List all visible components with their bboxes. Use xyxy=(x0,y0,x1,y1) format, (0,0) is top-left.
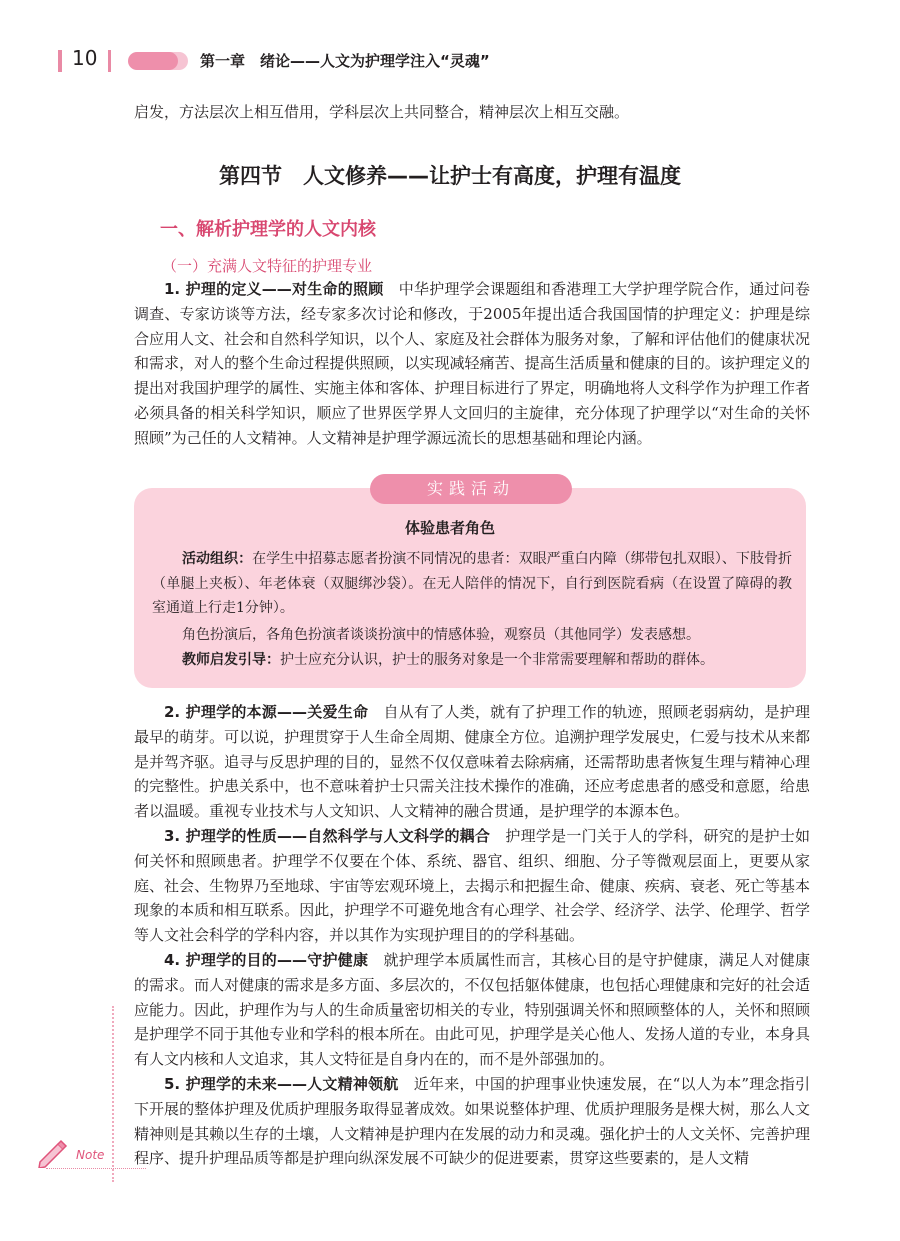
header-bar-right xyxy=(108,50,111,72)
page-number: 10 xyxy=(72,46,98,70)
paragraph-1-title: 1. 护理的定义——对生命的照顾 xyxy=(164,280,384,298)
paragraph-3-text: 护理学是一门关于人的学科，研究的是护士如何关怀和照顾患者。护理学不仅要在个体、系统、器官、组织、细胞、分子等微观层面上，更要从家庭、社会、生物界乃至地球、宇宙等宏观环境上，去揭示和把握生命、健康、疾病、衰老、死亡等基本现象的本质和相互联系。因此，护理学不可避免地含有心理学、社会学、经济学、法学、伦理学、哲学等人文社会科学的学科内容，并以其作为实现护理目的的学科基础。 xyxy=(134,827,810,945)
page-header xyxy=(0,44,900,80)
paragraph-5-title: 5. 护理学的未来——人文精神领航 xyxy=(164,1075,399,1093)
paragraph-5-text: 近年来，中国的护理事业快速发展，在“以人为本”理念指引下开展的整体护理及优质护理服务取得显著成效。如果说整体护理、优质护理服务是棵大树，那么人文精神则是其赖以生存的土壤，人文精神是护理内在发展的动力和灵魂。强化护士的人文关怀、完善护理程序、提升护理品质等都是护理向纵深发展不可缺少的促进要素，贯穿这些要素的，是人文精 xyxy=(134,1075,810,1168)
paragraph-5 xyxy=(134,1072,810,1171)
chapter-title: 第一章 绪论——人文为护理学注入“灵魂” xyxy=(200,52,490,70)
paragraph-2-title: 2. 护理学的本源——关爱生命 xyxy=(164,703,369,721)
heading-1: 一、解析护理学的人文内核 xyxy=(160,219,376,240)
practice-teacher xyxy=(152,648,792,673)
pencil-icon xyxy=(36,1138,70,1168)
paragraph-1-text: 中华护理学会课题组和香港理工大学护理学院合作，通过问卷调查、专家访谈等方法，经专家多次讨论和修改，于2005年提出适合我国国情的护理定义：护理是综合应用人文、社会和自然科学知识，以个人、家庭及社会群体为服务对象，了解和评估他们的健康状况和需求，对人的整个生命过程提供照顾，以实现减轻痛苦、提高生活质量和健康的目的。该护理定义的提出对我国护理学的属性、实施主体和客体、护理目标进行了界定，明确地将人文科学作为护理工作者必须具备的相关科学知识，顺应了世界医学界人文回归的主旋律，充分体现了护理学以“对生命的关怀照顾”为己任的人文精神。人文精神是护理学源远流长的思想基础和理论内涵。 xyxy=(134,280,810,447)
paragraph-1 xyxy=(134,277,810,451)
header-pill xyxy=(128,52,178,70)
paragraph-3-title: 3. 护理学的性质——自然科学与人文科学的耦合 xyxy=(164,827,491,845)
practice-role: 角色扮演后，各角色扮演者谈谈扮演中的情感体验，观察员（其他同学）发表感想。 xyxy=(182,627,700,643)
paragraph-2 xyxy=(134,700,810,824)
practice-teacher-text: 护士应充分认识，护士的服务对象是一个非常需要理解和帮助的群体。 xyxy=(280,652,714,668)
heading-1-1: （一）充满人文特征的护理专业 xyxy=(162,257,373,275)
header-bar-left xyxy=(58,50,62,72)
practice-organization xyxy=(152,547,792,621)
note-margin xyxy=(36,1138,116,1172)
practice-title: 体验患者角色 xyxy=(404,519,495,537)
paragraph-4 xyxy=(134,948,810,1072)
note-label: Note xyxy=(76,1148,105,1162)
practice-teacher-label: 教师启发引导： xyxy=(182,652,280,668)
note-line xyxy=(46,1168,146,1169)
paragraph-3 xyxy=(134,824,810,948)
practice-org-label: 活动组织： xyxy=(182,551,253,567)
paragraph-2-text: 自从有了人类，就有了护理工作的轨迹，照顾老弱病幼，是护理最早的萌芽。可以说，护理贯穿于人生命全周期、健康全方位。追溯护理学发展史，仁爱与技术从来都是并驾齐驱。追寻与反思护理的目的，显然不仅仅意味着去除病痛，还需帮助患者恢复生理与精神心理的完整性。护患关系中，也不意味着护士只需关注技术操作的准确，还应考虑患者的感受和意愿，给患者以温暖。重视专业技术与人文知识、人文精神的融合贯通，是护理学的本源本色。 xyxy=(134,703,810,821)
paragraph-4-title: 4. 护理学的目的——守护健康 xyxy=(164,951,369,969)
section-title: 第四节 人文修养——让护士有高度，护理有温度 xyxy=(219,164,681,188)
practice-tab: 实践活动 xyxy=(370,474,572,504)
top-paragraph: 启发，方法层次上相互借用，学科层次上共同整合，精神层次上相互交融。 xyxy=(134,103,630,121)
practice-org-text: 在学生中招募志愿者扮演不同情况的患者：双眼严重白内障（绑带包扎双眼）、下肢骨折（单腿上夹板）、年老体衰（双腿绑沙袋）。在无人陪伴的情况下，自行到医院看病（在设置了障碍的教室通道上行走1分钟）。 xyxy=(152,551,793,616)
paragraph-4-text: 就护理学本质属性而言，其核心目的是守护健康，满足人对健康的需求。而人对健康的需求是多方面、多层次的，不仅包括躯体健康，也包括心理健康和完好的社会适应能力。因此，护理作为与人的生命质量密切相关的专业，特别强调关怀和照顾整体的人，关怀和照顾是护理学不同于其他专业和学科的根本所在。由此可见，护理学是关心他人、发扬人道的专业，本身具有人文内核和人文追求，其人文特征是自身内在的，而不是外部强加的。 xyxy=(134,951,810,1069)
